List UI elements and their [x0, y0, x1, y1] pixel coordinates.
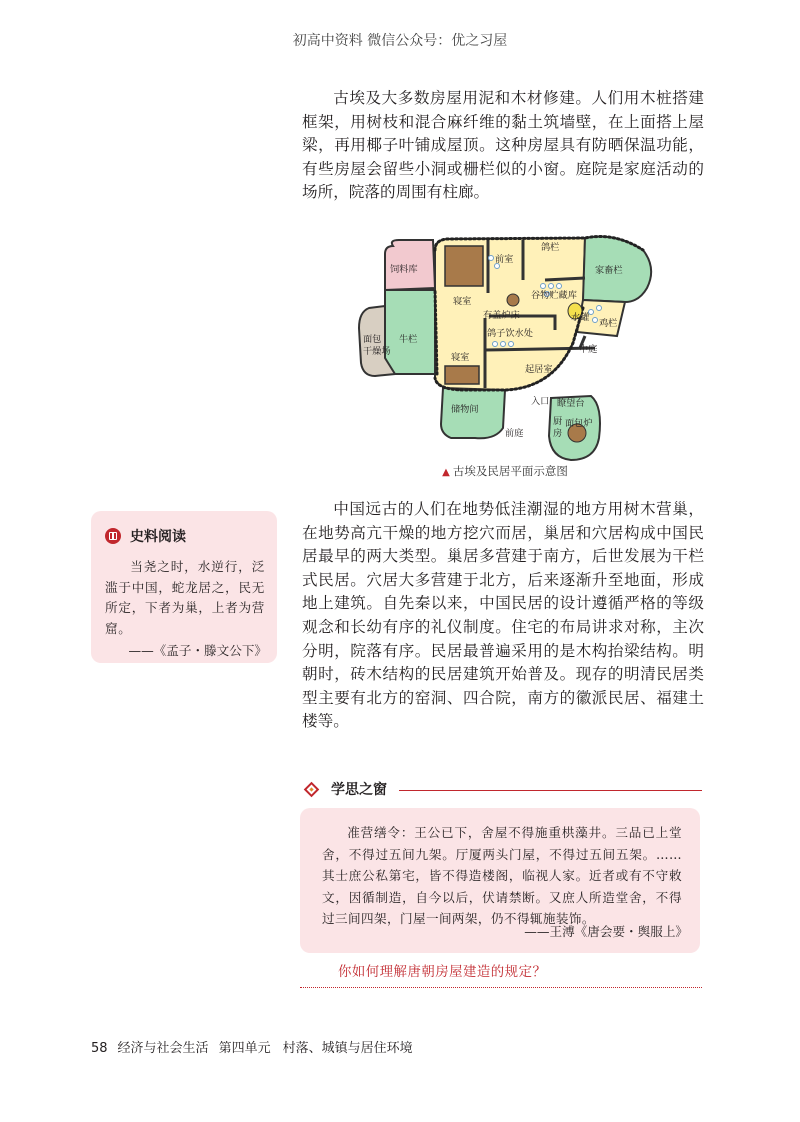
label-bread-drying-1: 面包 — [363, 334, 382, 345]
study-window-source: ——王溥《唐会要・舆服上》 — [524, 924, 688, 939]
label-covered-stove: 有盖炉床 — [483, 310, 520, 321]
label-storage: 储物间 — [451, 404, 479, 415]
unit-label: 第四单元 — [218, 1041, 271, 1056]
sidebox-quote: 当尧之时，水逆行，泛滥于中国，蛇龙居之，民无所定，下者为巢，上者为营窟。 — [105, 559, 265, 636]
book-icon — [105, 528, 121, 544]
label-granary: 谷物贮藏库 — [531, 290, 577, 301]
figure-caption — [355, 463, 655, 479]
study-question: 你如何理解唐朝房屋建造的规定？ — [338, 965, 547, 980]
label-bread-drying-2: 干燥场 — [363, 346, 391, 357]
label-chicken-pen: 鸡栏 — [599, 318, 618, 329]
sidebox-title: 史料阅读 — [130, 529, 186, 545]
label-bedroom-2: 寝室 — [451, 352, 470, 363]
bed-1 — [445, 246, 483, 286]
label-bedroom-1: 寝室 — [453, 296, 472, 307]
study-window-title: 学思之窗 — [331, 782, 387, 798]
cattle-pen-room — [385, 290, 437, 374]
dotted-divider — [300, 987, 702, 988]
label-front-court: 前庭 — [505, 428, 524, 439]
bed-2 — [445, 366, 479, 384]
label-bread-oven: 面包炉 — [565, 418, 593, 429]
page-number: 58 — [91, 1041, 108, 1056]
sidebox-source: ——《孟子・滕文公下》 — [128, 643, 267, 658]
label-kitchen-2: 房 — [553, 428, 563, 439]
label-dove-pen: 鸽栏 — [541, 242, 560, 253]
header-rule — [399, 790, 702, 791]
label-living-room: 起居室 — [525, 364, 553, 375]
label-livestock-pen: 家畜栏 — [595, 265, 623, 276]
label-water-jar: 水罐 — [571, 312, 590, 323]
page-footer — [91, 1037, 413, 1056]
label-drinking-spot: 鸽子饮水处 — [487, 328, 533, 339]
caption-text: 古埃及民居平面示意图 — [452, 464, 568, 478]
study-window-quote: 准营缮令：王公已下，舍屋不得施重栱藻井。三品已上堂舍，不得过五间九架。厅厦两头门屋，不得过五间五架。……其士庶公私第宅，皆不得造楼阁，临视人家。近者或有不守敕文，因循制造，自今以后，伏请禁断。又庶人所造堂舍，不得过三间四架，门屋一间两架，仍不得辄施装饰。 — [322, 825, 682, 927]
label-entrance: 入口 — [531, 396, 550, 407]
unit-topic: 村落、城镇与居住环境 — [282, 1041, 413, 1056]
label-platform: 瞭望台 — [557, 398, 585, 409]
page-watermark: 初高中资料 微信公众号：优之习屋 — [292, 33, 508, 49]
historical-reading-box — [91, 511, 277, 663]
egypt-paragraph: 古埃及大多数房屋用泥和木材修建。人们用木桩搭建框架，用树枝和混合麻纤维的黏土筑墙壁，在上面搭上屋梁，再用椰子叶铺成屋顶。这种房屋具有防晒保温功能，有些房屋会留些小洞或栅栏似的小窗。庭院是家庭活动的场所，院落的周围有柱廊。 — [302, 89, 704, 202]
diamond-icon — [304, 781, 320, 797]
label-front-room: 前室 — [495, 254, 514, 265]
label-cattle-pen: 牛栏 — [399, 334, 418, 345]
china-paragraph: 中国远古的人们在地势低洼潮湿的地方用树木营巢，在地势高亢干燥的地方挖穴而居，巢居和穴居构成中国民居最早的两大类型。巢居多营建于南方，后世发展为干栏式民居。穴居大多营建于北方，后来逐渐升至地面，形成地上建筑。自先秦以来，中国民居的设计遵循严格的等级观念和长幼有序的礼仪制度。住宅的布局讲求对称，主次分明，院落有序。民居最普遍采用的是木构抬梁结构。明朝时，砖木结构的民居建筑开始普及。现存的明清民居类型主要有北方的窑洞、四合院，南方的徽派民居、福建土楼等。 — [302, 500, 704, 731]
granary-jar — [507, 294, 519, 306]
egyptian-house-plan — [355, 228, 655, 466]
book-title: 经济与社会生活 — [117, 1041, 209, 1056]
study-window-header — [302, 778, 702, 800]
sidebox-header — [105, 526, 186, 546]
study-window-box — [300, 808, 700, 953]
label-kitchen-1: 厨 — [553, 416, 563, 427]
label-middle-court: 中庭 — [579, 344, 598, 355]
caption-triangle-icon: ▲ — [442, 467, 450, 478]
label-feed-store: 饲料库 — [390, 264, 418, 275]
